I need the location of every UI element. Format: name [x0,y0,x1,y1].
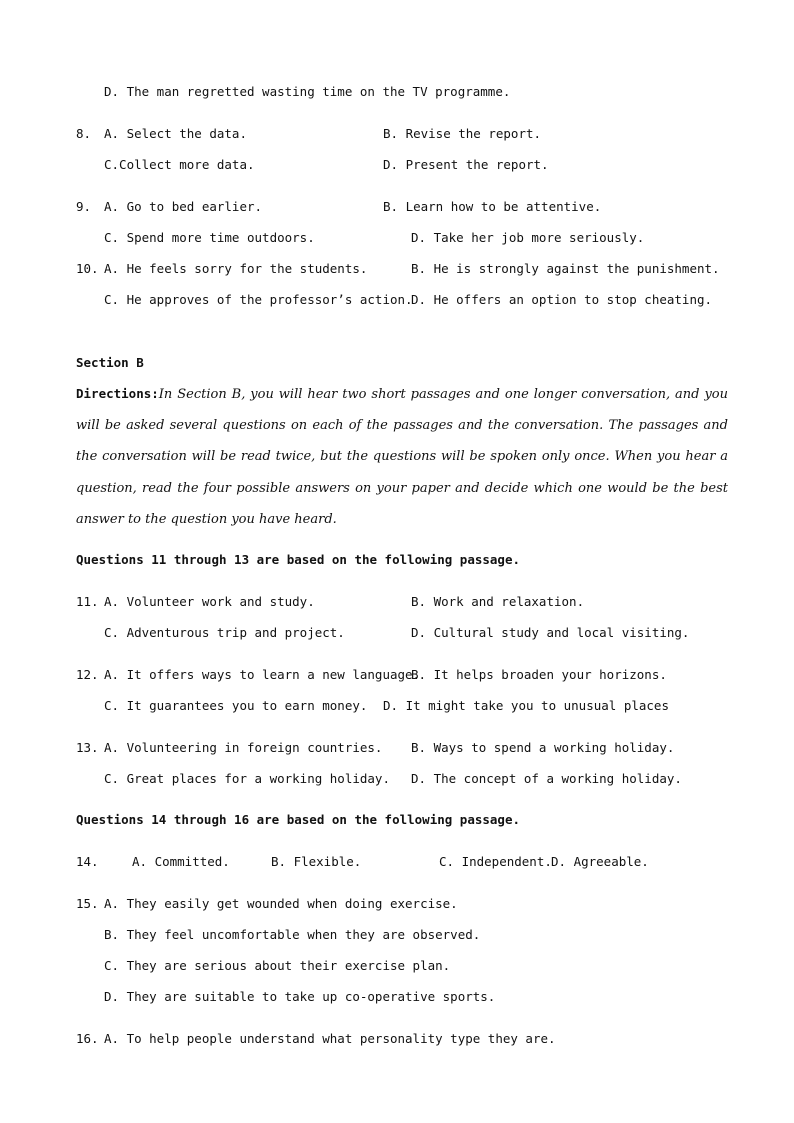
group-2-heading: Questions 14 through 16 are based on the following passage. [76,812,521,827]
q11-option-d: D. Cultural study and local visiting. [411,625,690,640]
q9-number: 9. [76,199,92,214]
q14-option-a: A. Committed. [132,854,230,869]
q9-option-d: D. Take her job more seriously. [411,230,645,245]
q12-option-a: A. It offers ways to learn a new language. [104,667,421,682]
q14-option-c: C. Independent. [439,854,552,869]
q11-option-c: C. Adventurous trip and project. [104,625,345,640]
q15-option-c: C. They are serious about their exercise plan. [104,958,451,973]
q10-number: 10. [76,261,99,276]
q11-option-a: A. Volunteer work and study. [104,594,315,609]
section-b-title: Section B [76,355,144,370]
directions-label: Directions: [76,386,159,401]
q8-option-b: B. Revise the report. [383,126,542,141]
q9-option-a: A. Go to bed earlier. [104,199,263,214]
q9-option-b: B. Learn how to be attentive. [383,199,602,214]
q16-option-a: A. To help people understand what personality type they are. [104,1031,556,1046]
q8-option-d: D. Present the report. [383,157,549,172]
q16-number: 16. [76,1031,99,1046]
q14-option-d: D. Agreeable. [551,854,649,869]
q15-option-b: B. They feel uncomfortable when they are observed. [104,927,481,942]
section-b-directions [76,378,728,535]
q8-option-a: A. Select the data. [104,126,247,141]
q12-option-c: C. It guarantees you to earn money. [104,698,368,713]
q10-option-d: D. He offers an option to stop cheating. [411,292,713,307]
q11-option-b: B. Work and relaxation. [411,594,585,609]
q12-option-b: B. It helps broaden your horizons. [411,667,667,682]
q15-number: 15. [76,896,99,911]
directions-text: In Section B, you will hear two short passages and one longer conversation, and you will be asked several questions on each of the passages and the conversation. The passages and the conversation will be read twice, but the questions will be spoken only once. When you hear a question, read the four possible answers on your paper and decide which one would be the best answer to the question you have heard. [76,387,728,527]
q15-option-a: A. They easily get wounded when doing exercise. [104,896,458,911]
q11-number: 11. [76,594,99,609]
q13-option-b: B. Ways to spend a working holiday. [411,740,675,755]
q13-option-d: D. The concept of a working holiday. [411,771,682,786]
group-1-heading: Questions 11 through 13 are based on the following passage. [76,552,521,567]
q12-option-d: D. It might take you to unusual places [383,698,669,713]
q9-option-c: C. Spend more time outdoors. [104,230,315,245]
q14-option-b: B. Flexible. [271,854,362,869]
q7-option-d: D. The man regretted wasting time on the TV programme. [104,84,511,99]
q13-option-a: A. Volunteering in foreign countries. [104,740,383,755]
q14-number: 14. [76,854,99,869]
q13-option-c: C. Great places for a working holiday. [104,771,390,786]
q8-number: 8. [76,126,92,141]
q8-option-c: C.Collect more data. [104,157,255,172]
q10-option-c: C. He approves of the professor’s action. [104,292,413,307]
q15-option-d: D. They are suitable to take up co-operative sports. [104,989,496,1004]
q13-number: 13. [76,740,99,755]
q10-option-a: A. He feels sorry for the students. [104,261,368,276]
q12-number: 12. [76,667,99,682]
q10-option-b: B. He is strongly against the punishment. [411,261,720,276]
